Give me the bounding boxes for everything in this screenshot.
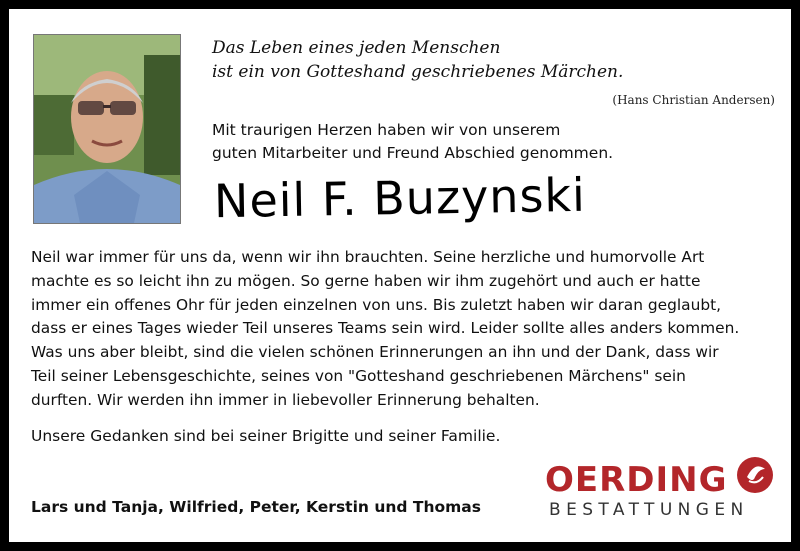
opening-quote	[212, 36, 623, 84]
intro-line-1: Mit traurigen Herzen haben wir von unserem	[212, 121, 561, 139]
tribute-line: durften. Wir werden ihn immer in liebevoller Erinnerung behalten.	[31, 390, 540, 409]
deceased-name: Neil F. Buzynski	[213, 167, 587, 229]
tribute-line: immer ein offenes Ohr für jeden einzelnen von uns. Bis zuletzt haben wir daran geglaubt,	[31, 295, 722, 314]
tribute-line: Was uns aber bleibt, sind die vielen schönen Erinnerungen an ihn und der Dank, dass wir	[31, 343, 719, 362]
intro-text	[212, 119, 613, 165]
signers: Lars und Tanja, Wilfried, Peter, Kerstin und Thomas	[31, 498, 481, 516]
tribute-line: Teil seiner Lebensgeschichte, seines von "Gotteshand geschriebenen Märchens" sein	[31, 366, 686, 385]
portrait-photo	[33, 34, 181, 224]
quote-attribution: (Hans Christian Andersen)	[612, 93, 775, 107]
logo-subtitle: BESTATTUNGEN	[549, 500, 749, 520]
tribute-text	[31, 246, 776, 413]
logo-wordmark: OERDING	[545, 460, 728, 500]
obituary-card	[6, 6, 794, 545]
logo-emblem-icon	[735, 455, 775, 495]
quote-line-2: ist ein von Gotteshand geschriebenes Märchen.	[212, 62, 624, 82]
quote-line-1: Das Leben eines jeden Menschen	[212, 38, 501, 58]
intro-line-2: guten Mitarbeiter und Freund Abschied genommen.	[212, 144, 614, 162]
tribute-line: machte es so leicht ihn zu mögen. So gerne haben wir ihm zugehört und auch er hatte	[31, 271, 701, 290]
closing-text: Unsere Gedanken sind bei seiner Brigitte und seiner Familie.	[31, 427, 501, 445]
tribute-line: dass er eines Tages wieder Teil unseres Teams sein wird. Leider sollte alles anders kommen.	[31, 319, 740, 338]
tribute-line: Neil war immer für uns da, wenn wir ihn brauchten. Seine herzliche und humorvolle Art	[31, 248, 705, 266]
